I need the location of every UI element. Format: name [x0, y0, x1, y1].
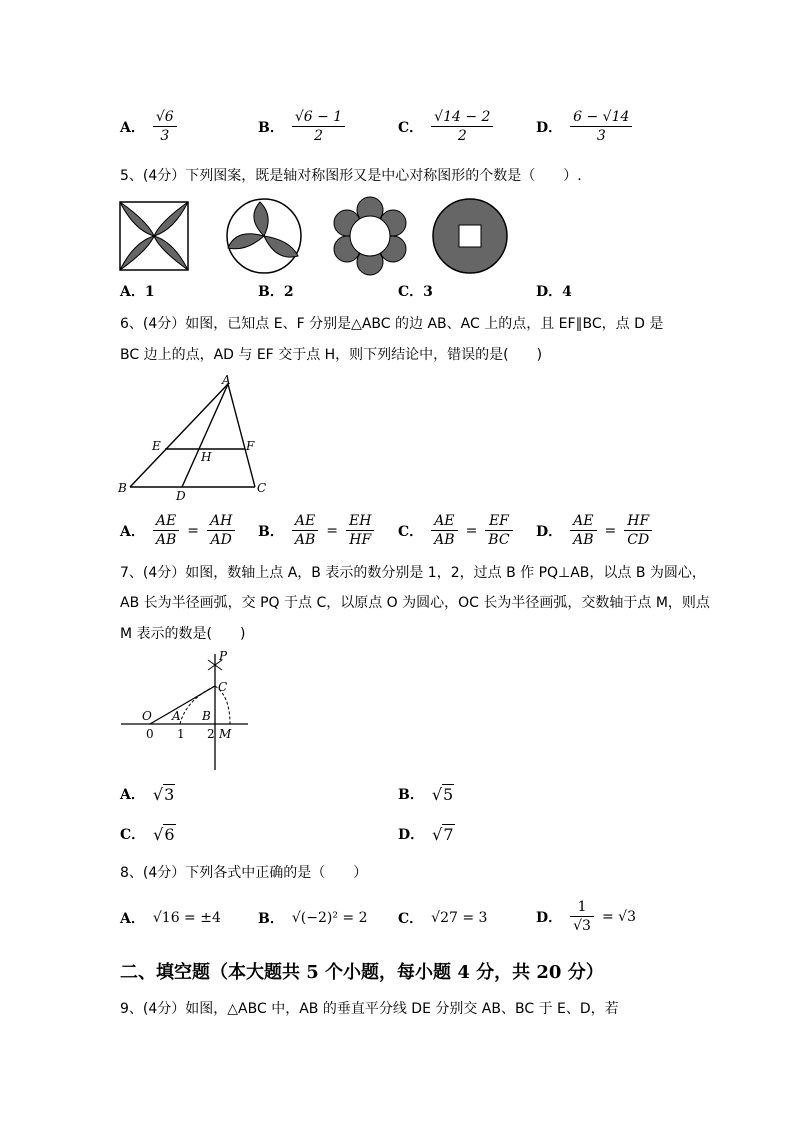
- numerator: √14 − 2: [431, 108, 493, 127]
- denominator: BC: [488, 532, 510, 548]
- q7-option-c: [120, 824, 176, 844]
- tick-2: 2: [207, 727, 215, 741]
- numerator: AE: [570, 512, 596, 531]
- fraction: [485, 512, 512, 549]
- q5-option-a: A．1: [120, 284, 155, 300]
- label-m: M: [219, 727, 232, 741]
- q5-option-d: D．4: [536, 284, 572, 300]
- expression-rhs: = √3: [601, 908, 636, 925]
- figure-coin: [433, 199, 507, 273]
- equals-sign: =: [326, 522, 338, 539]
- option-label: B．: [398, 787, 424, 803]
- denominator: 2: [457, 128, 467, 144]
- label-b: B: [202, 709, 211, 723]
- numerator: √6 − 1: [292, 108, 345, 127]
- fraction: [570, 108, 632, 145]
- q8-option-b: [258, 908, 367, 928]
- q8-option-c: [398, 908, 487, 928]
- q4-option-a: [120, 108, 177, 145]
- numerator: 6 − √14: [570, 108, 632, 127]
- denominator: AB: [573, 532, 594, 548]
- option-label: B．: [258, 911, 284, 927]
- tick-0: 0: [146, 727, 154, 741]
- option-label: D．: [536, 909, 563, 926]
- label-c: C: [257, 481, 267, 495]
- fraction: [346, 512, 374, 549]
- expression: √27 = 3: [431, 910, 488, 926]
- option-label: B．: [258, 119, 284, 136]
- label-p: P: [219, 649, 228, 663]
- q5-stem: 5、(4分）下列图案，既是轴对称图形又是中心对称图形的个数是（ ）.: [120, 168, 582, 184]
- q6-option-b: [258, 512, 374, 549]
- option-label: C．: [398, 119, 424, 136]
- fraction: [292, 512, 318, 549]
- denominator: 3: [160, 128, 170, 144]
- fraction: [570, 512, 596, 549]
- radicand: 6: [164, 824, 175, 844]
- fraction: [292, 108, 345, 145]
- numerator: AH: [207, 512, 235, 531]
- denominator: AB: [155, 532, 177, 548]
- option-label: A．: [120, 523, 145, 540]
- numerator: AE: [292, 512, 318, 531]
- radical: √5: [431, 784, 454, 804]
- option-label: A．: [120, 119, 145, 136]
- radicand: 5: [443, 784, 454, 804]
- q6-option-d: [536, 512, 652, 549]
- equals-sign: =: [187, 522, 200, 539]
- denominator: AB: [434, 532, 455, 548]
- radical: √6: [153, 824, 175, 844]
- option-label: B．: [258, 523, 284, 540]
- label-h: H: [201, 450, 212, 464]
- option-label: C．: [120, 827, 146, 843]
- option-label: A．: [120, 787, 145, 803]
- q4-option-b: [258, 108, 345, 145]
- q5-option-c: C．3: [398, 284, 433, 300]
- denominator: AB: [294, 532, 316, 548]
- q6-option-a: [120, 512, 235, 549]
- denominator: 2: [314, 128, 323, 144]
- label-e: E: [152, 439, 161, 453]
- label-d: D: [176, 489, 186, 503]
- label-o: O: [142, 709, 152, 723]
- q5-option-b: B．2: [258, 284, 294, 300]
- q8-option-a: [120, 908, 221, 928]
- numerator: AE: [431, 512, 457, 531]
- option-label: C．: [398, 523, 424, 540]
- q4-option-d: [536, 108, 632, 145]
- denominator: CD: [627, 532, 650, 548]
- numerator: √6: [153, 108, 177, 127]
- expression: √16 = ±4: [152, 910, 221, 926]
- label-a: A: [222, 373, 231, 387]
- figure-petal-square: [120, 202, 188, 270]
- q8-option-d: [536, 898, 636, 935]
- radicand: 3: [164, 784, 175, 804]
- label-f: F: [246, 439, 255, 453]
- q7-option-b: [398, 784, 454, 804]
- q6-triangle-figure: [115, 372, 275, 507]
- q5-figures: [118, 196, 518, 276]
- q4-option-c: [398, 108, 493, 145]
- fraction: [153, 108, 177, 145]
- q6-option-c: [398, 512, 513, 549]
- fraction: [431, 512, 457, 549]
- denominator: √3: [573, 918, 591, 934]
- radical: √3: [152, 784, 175, 804]
- radicand: 7: [443, 824, 454, 844]
- figure-flower: [334, 197, 406, 275]
- option-label: D．: [398, 827, 425, 843]
- q7-option-a: [120, 784, 175, 804]
- radical: √7: [432, 824, 454, 844]
- numerator: HF: [624, 512, 652, 531]
- fraction: [570, 898, 594, 935]
- figure-propeller-circle: [227, 199, 301, 273]
- denominator: HF: [349, 532, 372, 548]
- numerator: AE: [153, 512, 179, 531]
- q7-stem-line2: AB 长为半径画弧，交 PQ 于点 C，以原点 O 为圆心，OC 长为半径画弧，交数轴于点 M，则点: [120, 595, 710, 611]
- q6-stem-line2: BC 边上的点，AD 与 EF 交于点 H，则下列结论中，错误的是( ): [120, 347, 543, 363]
- equals-sign: =: [465, 522, 478, 539]
- fraction: [207, 512, 235, 549]
- option-label: D．: [536, 119, 563, 136]
- denominator: 3: [596, 128, 606, 144]
- fraction: [431, 108, 493, 145]
- option-label: C．: [398, 911, 424, 927]
- tick-1: 1: [177, 727, 185, 741]
- numerator: EH: [346, 512, 374, 531]
- fraction: [624, 512, 652, 549]
- label-c: C: [218, 680, 228, 694]
- option-label: A．: [120, 911, 145, 927]
- denominator: AD: [210, 532, 232, 548]
- q7-stem-line1: 7、(4分）如图，数轴上点 A，B 表示的数分别是 1，2，过点 B 作 PQ⊥AB，以点 B 为圆心，: [120, 565, 706, 581]
- section-title: 二、填空题（本大题共 5 个小题，每小题 4 分，共 20 分）: [120, 962, 604, 983]
- label-b: B: [118, 481, 127, 495]
- q7-stem-line3: M 表示的数是( ): [120, 626, 246, 642]
- numerator: 1: [570, 898, 594, 917]
- equals-sign: =: [604, 522, 617, 539]
- fraction: [153, 512, 179, 549]
- q9-stem: 9、(4分）如图，△ABC 中，AB 的垂直平分线 DE 分别交 AB、BC 于 E、D，若: [120, 1001, 619, 1017]
- label-a: A: [172, 709, 181, 723]
- q7-option-d: [398, 824, 455, 844]
- q7-number-line-figure: [118, 648, 253, 773]
- q6-stem-line1: 6、(4分）如图，已知点 E、F 分别是△ABC 的边 AB、AC 上的点，且 EF∥BC，点 D 是: [120, 316, 664, 332]
- option-label: D．: [536, 523, 563, 540]
- q8-stem: 8、(4分）下列各式中正确的是（ ）: [120, 865, 368, 881]
- expression: √(−2)² = 2: [291, 910, 368, 926]
- numerator: EF: [485, 512, 512, 531]
